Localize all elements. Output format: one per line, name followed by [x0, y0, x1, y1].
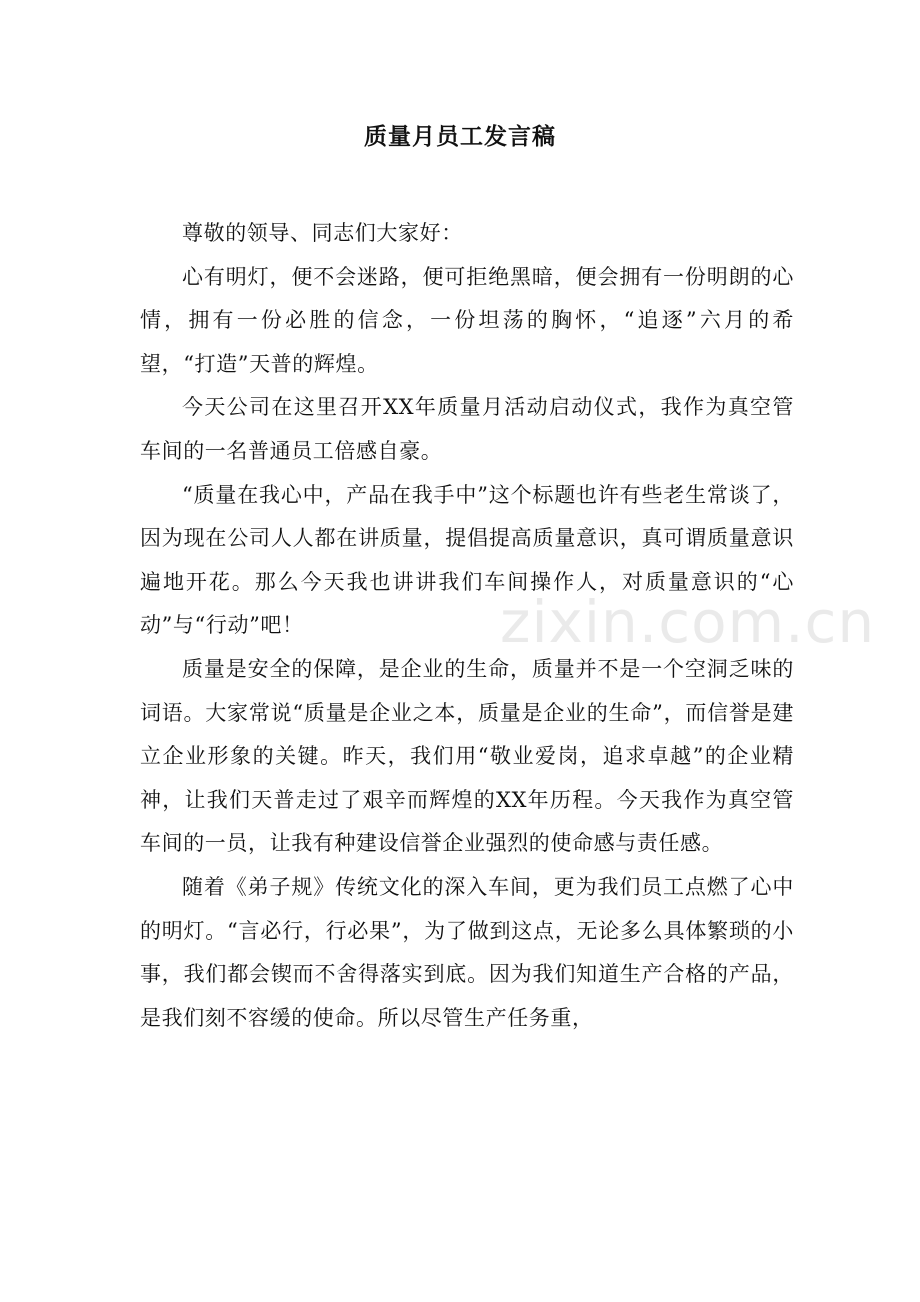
- paragraph: 随着《弟子规》传统文化的深入车间，更为我们员工点燃了心中的明灯。“言必行，行必果”，为了做到这点，无论多么具体繁琐的小事，我们都会锲而不舍得落实到底。因为我们知道生产合格的产品，是我们刻不容缓的使命。所以尽管生产任务重，: [140, 874, 794, 1030]
- paragraph-greeting: 尊敬的领导、同志们大家好：: [182, 221, 463, 245]
- document-body: [140, 212, 794, 1040]
- watermark: zixin.com.cn: [500, 588, 876, 656]
- paragraph: 心有明灯，便不会迷路，便可拒绝黑暗，便会拥有一份明朗的心情，拥有一份必胜的信念，一份坦荡的胸怀，“追逐”六月的希望，“打造”天普的辉煌。: [140, 264, 794, 376]
- paragraph: 今天公司在这里召开XX年质量月活动启动仪式，我作为真空管车间的一名普通员工倍感自豪。: [140, 395, 794, 463]
- paragraph: “质量在我心中，产品在我手中”这个标题也许有些老生常谈了，因为现在公司人人都在讲质量，提倡提高质量意识，真可谓质量意识遍地开花。那么今天我也讲讲我们车间操作人，对质量意识的“心动”与“行动”吧！: [140, 482, 794, 638]
- paragraph: 质量是安全的保障，是企业的生命，质量并不是一个空洞乏味的词语。大家常说“质量是企业之本，质量是企业的生命”，而信誉是建立企业形象的关键。昨天，我们用“敬业爱岗，追求卓越”的企业精神，让我们天普走过了艰辛而辉煌的XX年历程。今天我作为真空管车间的一员，让我有种建设信誉企业强烈的使命感与责任感。: [140, 656, 794, 856]
- document-title: 质量月员工发言稿: [364, 123, 556, 150]
